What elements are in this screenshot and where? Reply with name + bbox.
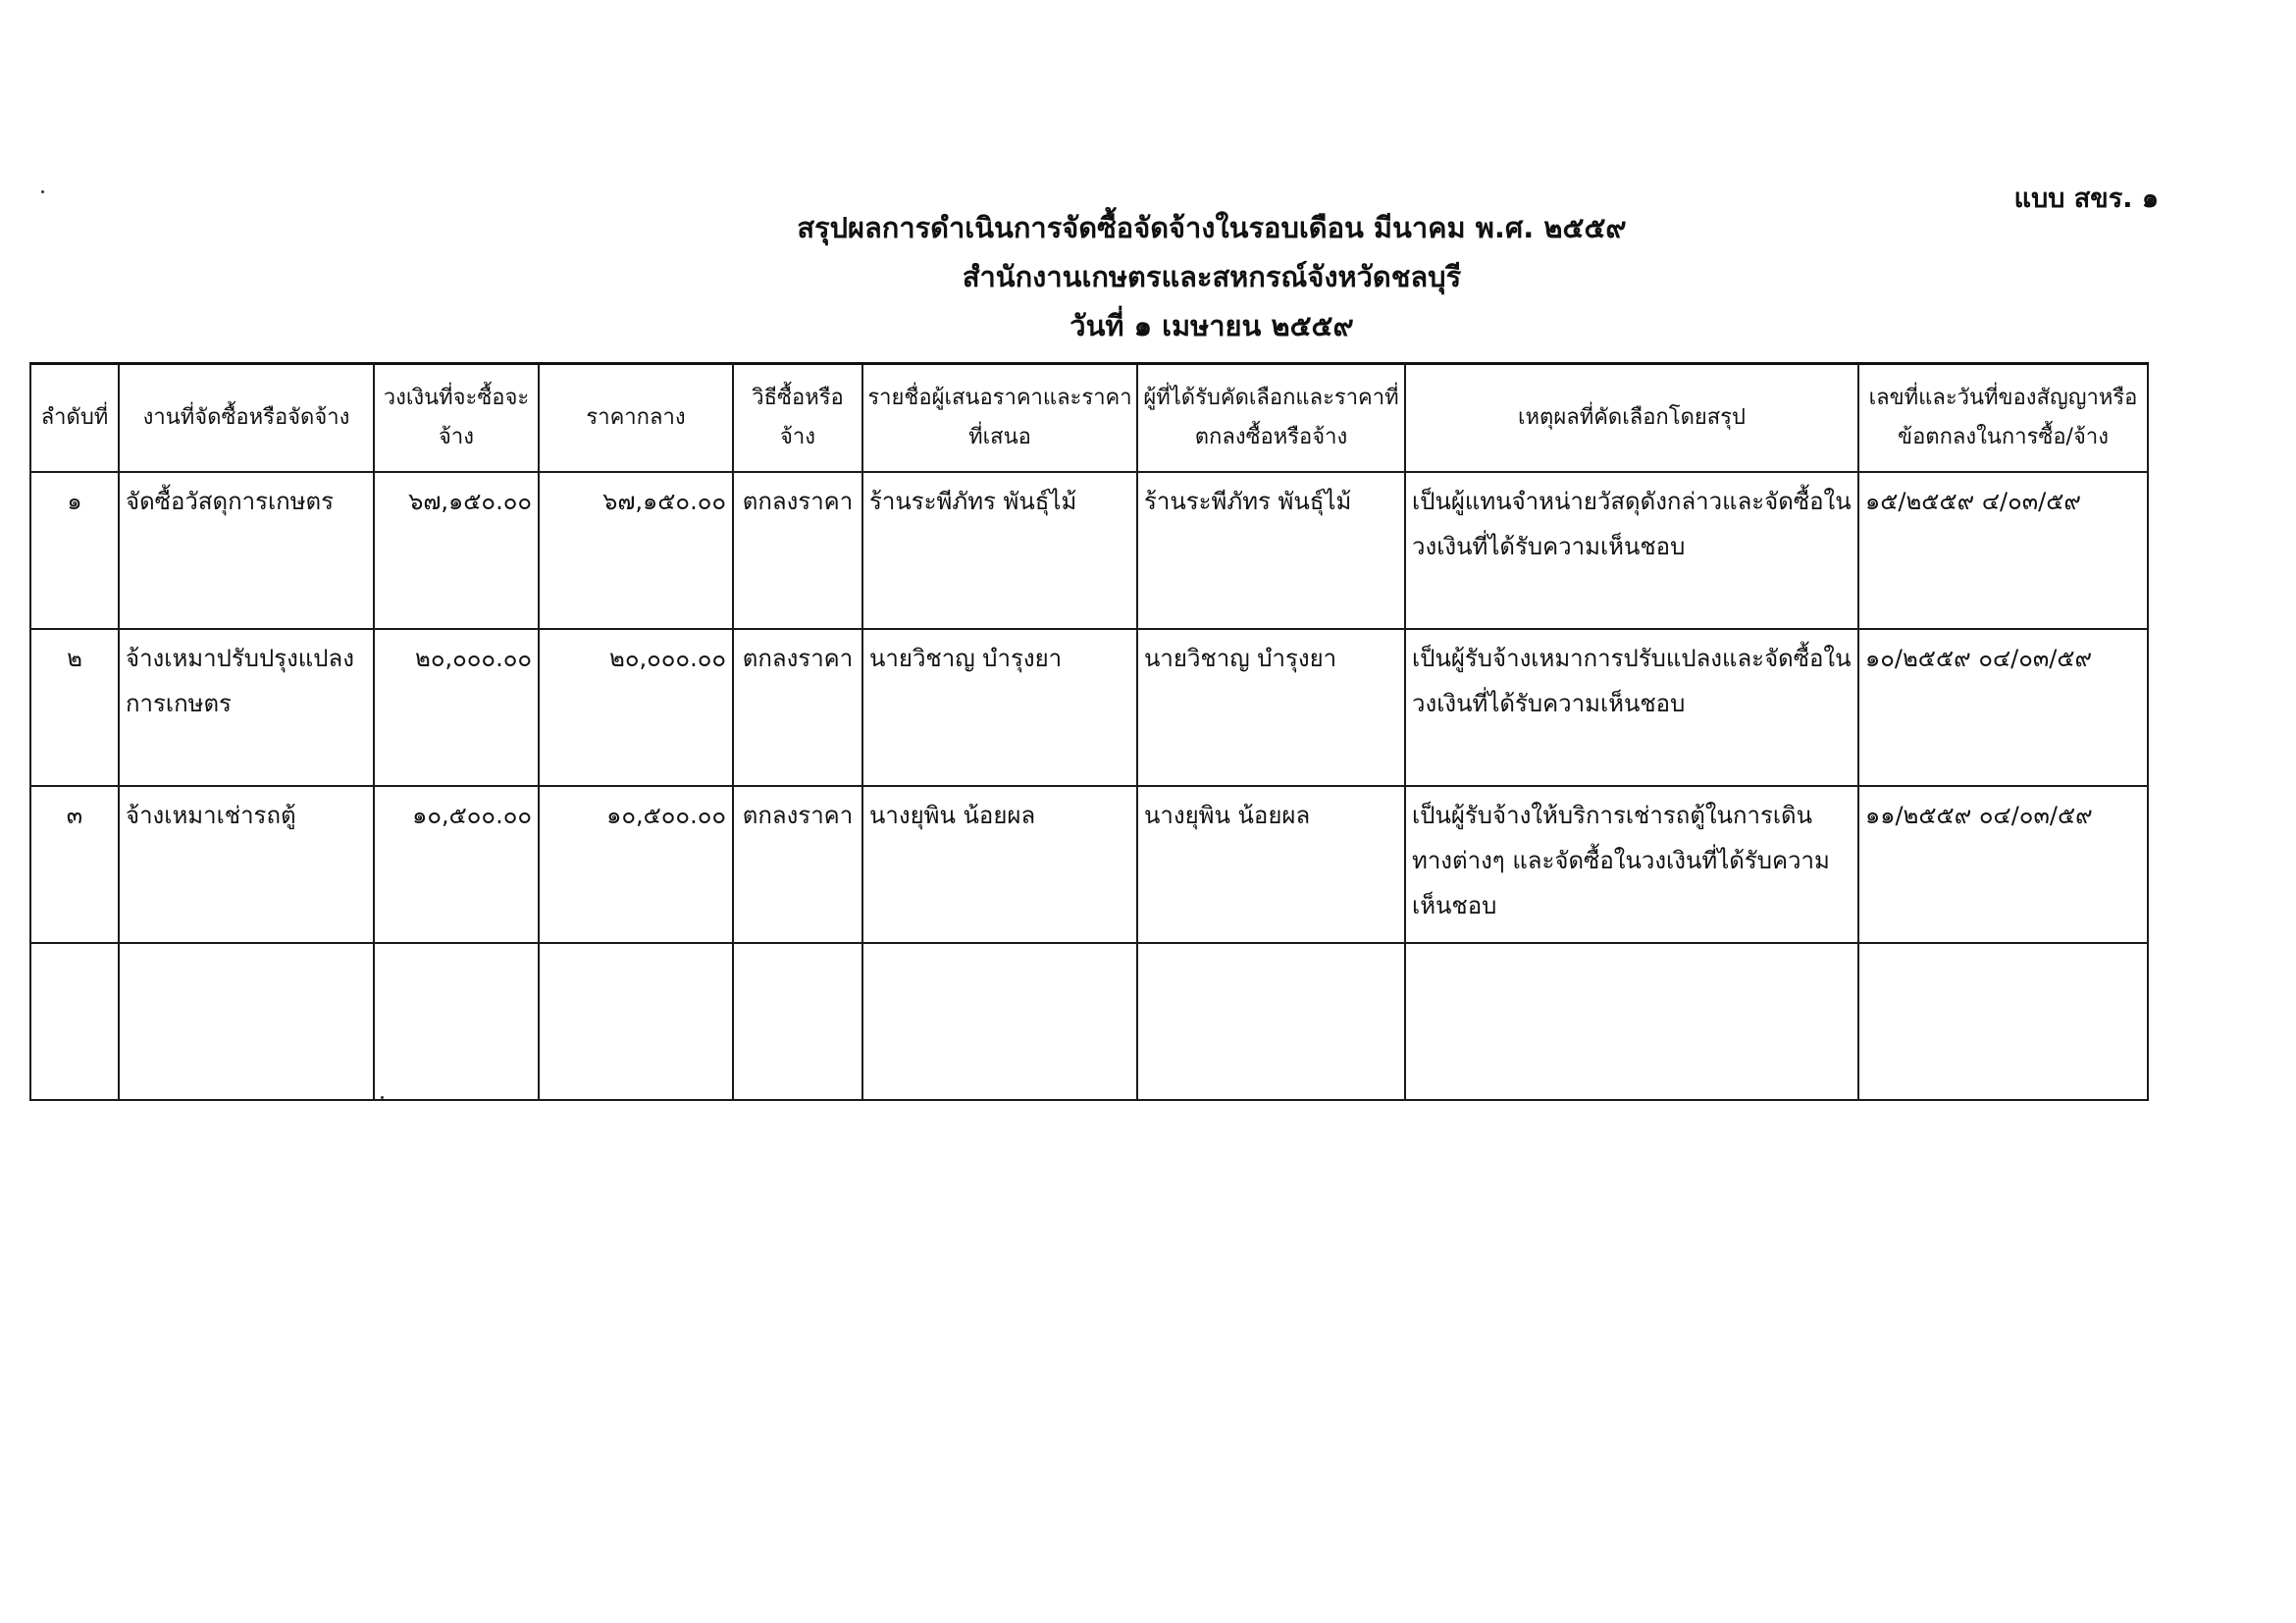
cell-empty [539, 943, 733, 1100]
cell-reason: เป็นผู้แทนจำหน่ายวัสดุดังกล่าวและจัดซื้อในวงเงินที่ได้รับความเห็นชอบ [1405, 472, 1858, 629]
document-titles [0, 210, 2296, 357]
cell-empty [374, 943, 539, 1100]
table-row [30, 629, 2148, 786]
header-budget: วงเงินที่จะซื้อจะจ้าง [374, 364, 539, 473]
cell-item: จัดซื้อวัสดุการเกษตร [119, 472, 374, 629]
cell-item: จ้างเหมาปรับปรุงแปลงการเกษตร [119, 629, 374, 786]
cell-budget: ๖๗,๑๕๐.๐๐ [374, 472, 539, 629]
header-bidders: รายชื่อผู้เสนอราคาและราคาที่เสนอ [862, 364, 1137, 473]
header-median-price: ราคากลาง [539, 364, 733, 473]
cell-empty [1405, 943, 1858, 1100]
cell-selected: ร้านระพีภัทร พันธุ์ไม้ [1137, 472, 1405, 629]
procurement-table [29, 362, 2149, 1101]
cell-reason: เป็นผู้รับจ้างให้บริการเช่ารถตู้ในการเดินทางต่างๆ และจัดซื้อในวงเงินที่ได้รับความเห็นชอบ [1405, 786, 1858, 943]
cell-empty [1858, 943, 2148, 1100]
header-item: งานที่จัดซื้อหรือจัดจ้าง [119, 364, 374, 473]
form-code: แบบ สขร. ๑ [2013, 183, 2159, 214]
cell-method: ตกลงราคา [733, 786, 862, 943]
office-name: สำนักงานเกษตรและสหกรณ์จังหวัดชลบุรี [962, 260, 1462, 293]
header-reason: เหตุผลที่คัดเลือกโดยสรุป [1405, 364, 1858, 473]
cell-no: ๑ [30, 472, 119, 629]
report-date: วันที่ ๑ เมษายน ๒๕๕๙ [1070, 309, 1354, 342]
header-contract: เลขที่และวันที่ของสัญญาหรือข้อตกลงในการซื้อ/จ้าง [1858, 364, 2148, 473]
header-selected: ผู้ที่ได้รับคัดเลือกและราคาที่ตกลงซื้อหรือจ้าง [1137, 364, 1405, 473]
scan-speck [41, 190, 44, 193]
cell-empty [30, 943, 119, 1100]
cell-empty [1137, 943, 1405, 1100]
table-row [30, 472, 2148, 629]
cell-median-price: ๒๐,๐๐๐.๐๐ [539, 629, 733, 786]
cell-method: ตกลงราคา [733, 472, 862, 629]
cell-selected: นางยุพิน น้อยผล [1137, 786, 1405, 943]
cell-contract: ๑๕/๒๕๕๙ ๔/๐๓/๕๙ [1858, 472, 2148, 629]
header-row [30, 364, 2148, 473]
header-no: ลำดับที่ [30, 364, 119, 473]
cell-contract: ๑๐/๒๕๕๙ ๐๔/๐๓/๕๙ [1858, 629, 2148, 786]
document-title: สรุปผลการดำเนินการจัดซื้อจัดจ้างในรอบเดือน มีนาคม พ.ศ. ๒๕๕๙ [797, 211, 1627, 244]
cell-budget: ๑๐,๕๐๐.๐๐ [374, 786, 539, 943]
cell-no: ๒ [30, 629, 119, 786]
cell-contract: ๑๑/๒๕๕๙ ๐๔/๐๓/๕๙ [1858, 786, 2148, 943]
cell-median-price: ๖๗,๑๕๐.๐๐ [539, 472, 733, 629]
cell-method: ตกลงราคา [733, 629, 862, 786]
cell-empty [733, 943, 862, 1100]
cell-reason: เป็นผู้รับจ้างเหมาการปรับแปลงและจัดซื้อในวงเงินที่ได้รับความเห็นชอบ [1405, 629, 1858, 786]
table-row-empty [30, 943, 2148, 1100]
cell-bidders: นายวิชาญ บำรุงยา [862, 629, 1137, 786]
table-row [30, 786, 2148, 943]
header-method: วิธีซื้อหรือจ้าง [733, 364, 862, 473]
cell-budget: ๒๐,๐๐๐.๐๐ [374, 629, 539, 786]
cell-bidders: ร้านระพีภัทร พันธุ์ไม้ [862, 472, 1137, 629]
cell-empty [119, 943, 374, 1100]
cell-selected: นายวิชาญ บำรุงยา [1137, 629, 1405, 786]
cell-bidders: นางยุพิน น้อยผล [862, 786, 1137, 943]
cell-median-price: ๑๐,๕๐๐.๐๐ [539, 786, 733, 943]
cell-no: ๓ [30, 786, 119, 943]
cell-item: จ้างเหมาเช่ารถตู้ [119, 786, 374, 943]
cell-empty [862, 943, 1137, 1100]
